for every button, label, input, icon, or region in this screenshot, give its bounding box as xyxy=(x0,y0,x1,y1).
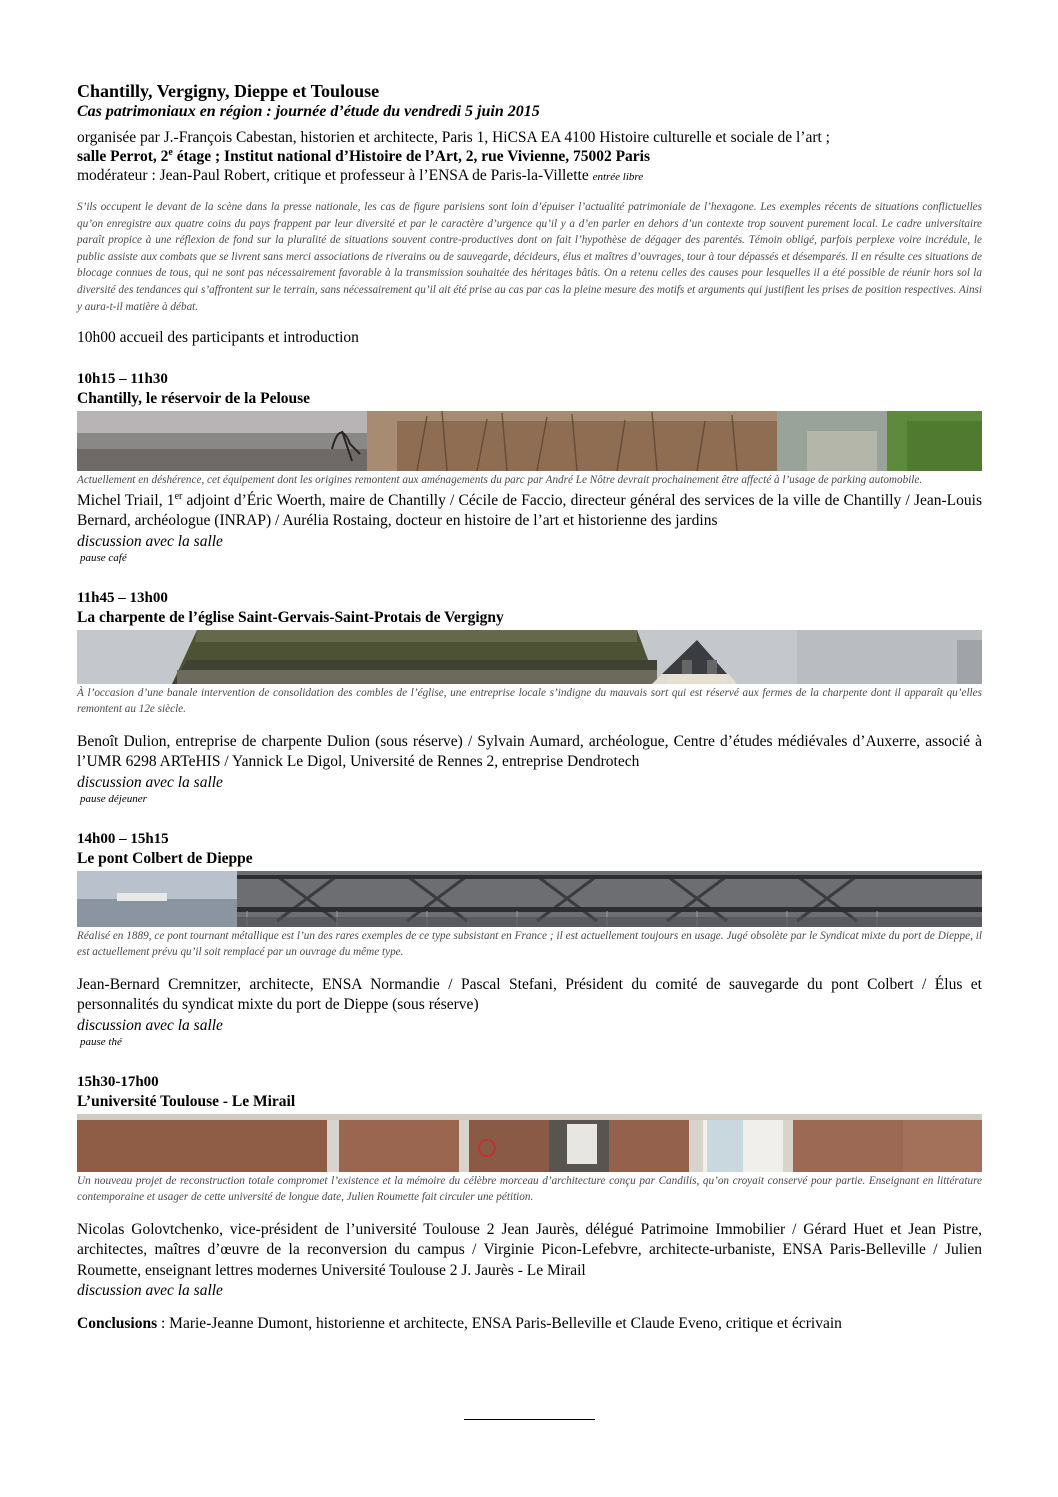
conclusions-text: : Marie-Jeanne Dumont, historienne et architecte, ENSA Paris-Belleville et Claude Eveno, critique et écrivain xyxy=(157,1315,842,1333)
photo-chantilly-reservoir xyxy=(77,411,982,471)
page-subtitle: Cas patrimoniaux en région : journée d’étude du vendredi 5 juin 2015 xyxy=(77,103,540,120)
entry-note: entrée libre xyxy=(592,171,644,183)
speakers-superscript: er xyxy=(174,490,183,502)
venue-part-b: étage ; Institut national d’Histoire de l’Art, 2, rue Vivienne, 75002 Paris xyxy=(172,148,651,165)
session-time: 10h15 – 11h30 xyxy=(77,371,168,388)
photo-toulouse-mirail xyxy=(77,1114,982,1172)
session-toulouse xyxy=(77,1072,982,1301)
footer-rule xyxy=(464,1419,595,1420)
moderator-text: modérateur : Jean-Paul Robert, critique et professeur à l’ENSA de Paris-la-Villette xyxy=(77,167,593,184)
organizer-line: organisée par J.-François Cabestan, historien et architecte, Paris 1, HiCSA EA 4100 Histoire culturelle et sociale de l’art ; xyxy=(77,129,830,146)
document-body xyxy=(77,80,982,1334)
intro-paragraph: S’ils occupent le devant de la scène dans la presse nationale, les cas de figure parisiens sont loin d’épuiser l’actualité patrimoniale de l’hexagone. Les exemples récents de situations conflictuelles qu’on enregistre aux quatre coins du pays frappent par leur diversité et par le caractère d’urgence qu’il y a d’en parler en dehors d’un contexte trop souvent purement local. Le cadre universitaire paraît propice à une réflexion de fond sur la pluralité de situations souvent contre-productives dont on fait l’hypothèse de dégager des parentés. Témoin obligé, parfois perplexe voire incrédule, le public assiste aux combats que se livrent sans merci associations de riverains ou de sauvegarde, décideurs, élus et maîtres d’ouvrages, tour à tour dépassés et désemparés. Il en résulte ces situations de blocage connues de tous, qui ne sont pas nécessairement favorable à la transmission souhaitée des héritages bâtis. On a retenu celles des causes pour lesquelles il a été possible de réunir hors sol la diversité des tendances qui s’affrontent sur le terrain, sans nécessairement qu’il ait été prise au cas par cas la pleine mesure des motifs et arguments qui justifient les prises de position respectives. Ainsi y aura-t-il matière à débat. xyxy=(77,201,982,313)
session-chantilly xyxy=(77,369,982,566)
session-title: L’université Toulouse - Le Mirail xyxy=(77,1092,296,1110)
break-label: pause thé xyxy=(80,1035,122,1048)
church-photo-image xyxy=(77,630,982,684)
speakers-list: Jean-Bernard Cremnitzer, architecte, ENSA Normandie / Pascal Stefani, Président du comité de sauvegarde du pont Colbert / Élus et personnalités du syndicat mixte du port de Dieppe (sous réserve) xyxy=(77,975,982,1014)
session-time: 11h45 – 13h00 xyxy=(77,589,168,606)
photo-caption: À l’occasion d’une banale intervention de consolidation des combles de l’église, une entreprise locale s’indigne du mauvais sort qui est réservé aux fermes de la charpente dont il apparaît qu’elles remontent au 12e siècle. xyxy=(77,686,982,716)
photo-pont-colbert xyxy=(77,871,982,927)
reservoir-photo-image xyxy=(77,411,982,471)
discussion-label: discussion avec la salle xyxy=(77,532,223,550)
speakers-list xyxy=(77,491,982,532)
discussion-label: discussion avec la salle xyxy=(77,1016,223,1034)
photo-caption: Un nouveau projet de reconstruction totale compromet l’existence et la mémoire du célèbre morceau d’architecture conçu par Candilis, qu’on croyait conservé pour partie. Enseignant en littérature contemporaine et usager de cette université de longue date, Julien Roumette fait circuler une pétition. xyxy=(77,1174,982,1204)
speakers-part-b: adjoint d’Éric Woerth, maire de Chantilly / Cécile de Faccio, directeur général des services de la ville de Chantilly / Jean-Louis Bernard, archéologue (INRAP) / Aurélia Rostaing, docteur en histoire de l’art et historienne des jardins xyxy=(77,491,982,530)
bridge-photo-image xyxy=(77,871,982,927)
venue-line xyxy=(77,147,982,166)
page-title: Chantilly, Vergigny, Dieppe et Toulouse xyxy=(77,81,380,101)
discussion-label: discussion avec la salle xyxy=(77,773,223,791)
organizer-block xyxy=(77,128,982,187)
university-photo-image xyxy=(77,1114,982,1172)
venue-superscript: e xyxy=(168,146,173,158)
photo-caption: Réalisé en 1889, ce pont tournant métallique est l’un des rares exemples de ce type subsistant en France ; il est actuellement toujours en usage. Jugé obsolète par le Syndicat mixte du port de Dieppe, il est actuellement prévu qu’il soit remplacé par un ouvrage du même type. xyxy=(77,929,982,959)
session-time: 15h30-17h00 xyxy=(77,1073,159,1090)
venue-part-a: salle Perrot, 2 xyxy=(77,148,169,165)
break-label: pause café xyxy=(80,551,127,564)
speakers-part-a: Michel Triail, 1 xyxy=(77,491,175,509)
session-vergigny xyxy=(77,588,982,807)
photo-caption: Actuellement en déshérence, cet équipement dont les origines remontent aux aménagements du parc par André Le Nôtre devrait prochainement être affecté à l’usage de parking automobile. xyxy=(77,474,923,487)
session-dieppe xyxy=(77,829,982,1050)
welcome-line: 10h00 accueil des participants et introduction xyxy=(77,329,359,347)
session-title: Chantilly, le réservoir de la Pelouse xyxy=(77,390,311,408)
moderator-line xyxy=(77,166,982,187)
speakers-list: Nicolas Golovtchenko, vice-président de l’université Toulouse 2 Jean Jaurès, délégué Patrimoine Immobilier / Gérard Huet et Jean Pistre, architectes, maîtres d’œuvre de la reconversion du campus / Virginie Picon-Lefebvre, architecte-urbaniste, ENSA Paris-Belleville / Julien Roumette, enseignant lettres modernes Université Toulouse 2 J. Jaurès - Le Mirail xyxy=(77,1220,982,1279)
session-title: Le pont Colbert de Dieppe xyxy=(77,849,253,867)
break-label: pause déjeuner xyxy=(80,792,147,805)
session-title: La charpente de l’église Saint-Gervais-Saint-Protais de Vergigny xyxy=(77,608,504,626)
session-time: 14h00 – 15h15 xyxy=(77,830,169,847)
speakers-list: Benoît Dulion, entreprise de charpente Dulion (sous réserve) / Sylvain Aumard, archéologue, Centre d’études médiévales d’Auxerre, associé à l’UMR 6298 ARTeHIS / Yannick Le Digol, Université de Rennes 2, entreprise Dendrotech xyxy=(77,732,982,771)
discussion-label: discussion avec la salle xyxy=(77,1282,223,1300)
photo-vergigny-church xyxy=(77,630,982,684)
conclusions-line xyxy=(77,1314,982,1334)
conclusions-label: Conclusions xyxy=(77,1315,158,1333)
